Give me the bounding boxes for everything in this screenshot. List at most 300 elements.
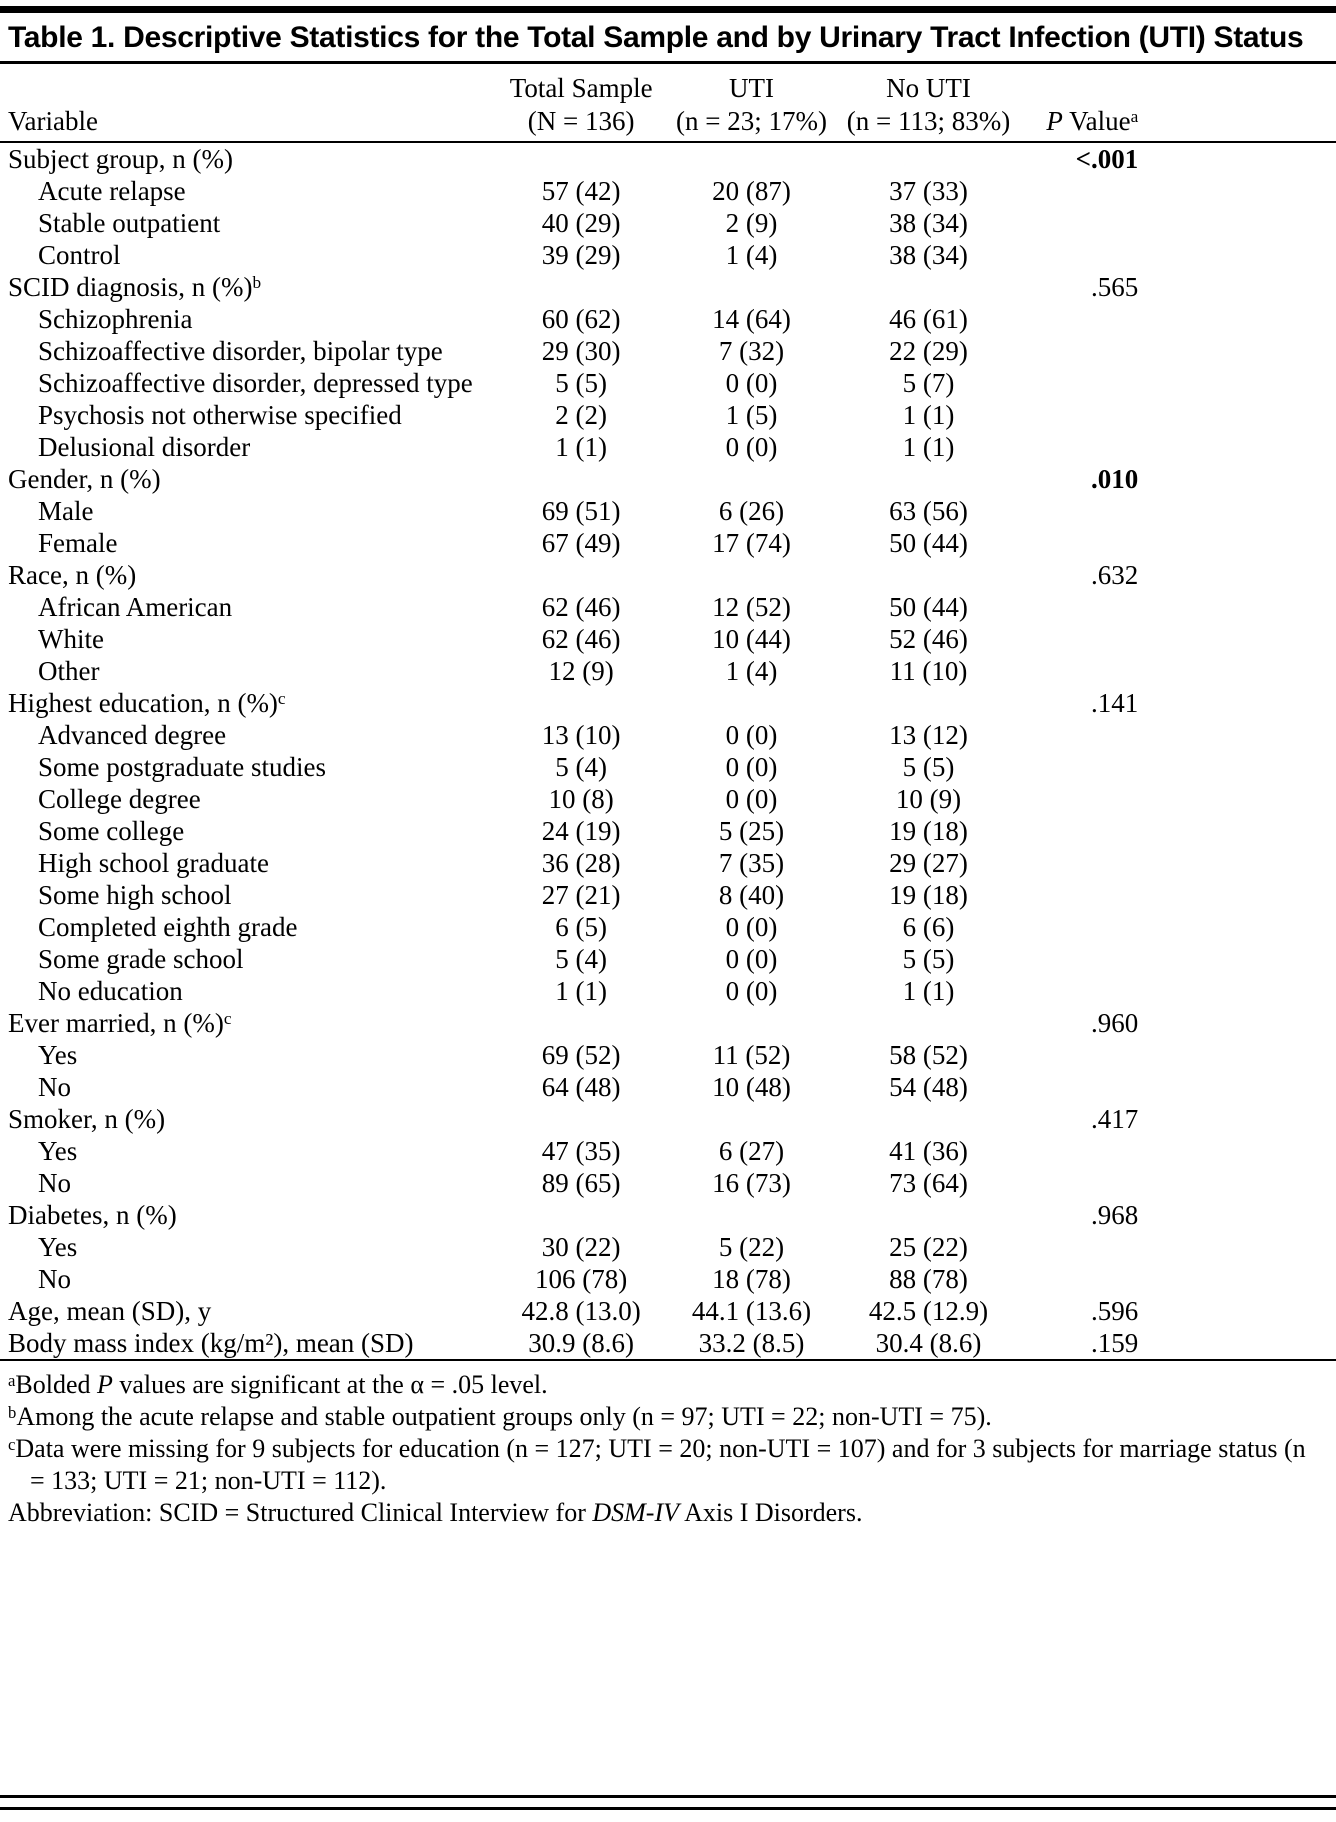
- cell-uti: 12 (52): [712, 592, 791, 622]
- table-row-category: [0, 1295, 1336, 1327]
- spacer-cell: [1142, 783, 1336, 815]
- cell-total-sample: [494, 463, 668, 495]
- table-footnotes: [0, 1361, 1336, 1529]
- table-row-item: [0, 623, 1336, 655]
- footnote-text: Among the acute relapse and stable outpatient groups only (n = 97; UTI = 22; non-UTI = 75).: [16, 1402, 992, 1431]
- cell-total-sample: 30.9 (8.6): [494, 1327, 668, 1360]
- spacer-cell: [1142, 1327, 1336, 1360]
- cell-uti: 10 (48): [712, 1072, 791, 1102]
- spacer-cell: [1142, 975, 1336, 1007]
- cell-uti: 0 (0): [725, 784, 778, 814]
- cell-no-uti: 1 (1): [902, 400, 955, 430]
- spacer-cell: [1142, 1295, 1336, 1327]
- table-row-item: [0, 239, 1336, 271]
- cell-no-uti: 29 (27): [889, 848, 968, 878]
- cell-total-sample: 36 (28): [541, 848, 621, 878]
- spacer-cell: [1142, 687, 1336, 719]
- table-row-item: [0, 719, 1336, 751]
- table-row-item: [0, 911, 1336, 943]
- table-row-item: [0, 943, 1336, 975]
- table-row-category: [0, 1327, 1336, 1360]
- cell-p-value: [1022, 1039, 1142, 1071]
- cell-no-uti: 37 (33): [889, 176, 968, 206]
- cell-p-value: [1022, 303, 1142, 335]
- cell-uti: 18 (78): [712, 1264, 791, 1294]
- cell-p-value: .159: [1022, 1327, 1142, 1360]
- row-label: No: [38, 1072, 71, 1102]
- table-body: [0, 142, 1336, 1360]
- cell-no-uti: [835, 142, 1022, 175]
- spacer-cell: [1142, 431, 1336, 463]
- row-label: College degree: [38, 784, 201, 814]
- table-row-item: [0, 751, 1336, 783]
- cell-p-value: [1022, 847, 1142, 879]
- bottom-rule-lower: [0, 1807, 1336, 1810]
- cell-p-value: .596: [1091, 1296, 1139, 1326]
- cell-p-value: [1022, 1231, 1142, 1263]
- cell-no-uti: [835, 271, 1022, 303]
- cell-total-sample: 1 (1): [555, 432, 608, 462]
- cell-p-value: .141: [1091, 688, 1139, 718]
- table-row-category: [0, 687, 1336, 719]
- cell-p-value: [1022, 591, 1142, 623]
- cell-no-uti: 19 (18): [889, 816, 968, 846]
- cell-no-uti: 73 (64): [889, 1168, 968, 1198]
- spacer-cell: [1142, 1039, 1336, 1071]
- cell-total-sample: [494, 142, 668, 175]
- cell-uti: [668, 142, 835, 175]
- cell-no-uti: 46 (61): [889, 304, 968, 334]
- table-row-category: [0, 271, 1336, 303]
- cell-total-sample: 106 (78): [535, 1264, 628, 1294]
- row-label: Schizophrenia: [38, 304, 193, 334]
- table-row-item: [0, 1167, 1336, 1199]
- cell-p-value: [1022, 815, 1142, 847]
- table-row-item: [0, 847, 1336, 879]
- row-label: No: [38, 1264, 71, 1294]
- header-line-1: No UTI: [886, 73, 971, 103]
- cell-uti: 0 (0): [725, 720, 778, 750]
- spacer-cell: [1142, 463, 1336, 495]
- spacer-cell: [1142, 847, 1336, 879]
- row-label: Stable outpatient: [38, 208, 221, 238]
- cell-uti: [668, 1199, 835, 1231]
- cell-uti: 2 (9): [725, 208, 778, 238]
- cell-p-value: [1022, 943, 1142, 975]
- cell-no-uti: [835, 463, 1022, 495]
- cell-no-uti: [835, 1199, 1022, 1231]
- row-label: Acute relapse: [38, 176, 186, 206]
- cell-total-sample: 1 (1): [555, 976, 608, 1006]
- table-row-item: [0, 1135, 1336, 1167]
- cell-uti: [668, 687, 835, 719]
- cell-uti: 1 (4): [725, 240, 778, 270]
- cell-total-sample: 67 (49): [541, 528, 621, 558]
- cell-no-uti: 6 (6): [902, 912, 955, 942]
- footnote-text: Bolded: [15, 1370, 97, 1399]
- cell-no-uti: 5 (7): [902, 368, 955, 398]
- cell-total-sample: [494, 559, 668, 591]
- cell-total-sample: 57 (42): [541, 176, 621, 206]
- cell-no-uti: 38 (34): [889, 208, 968, 238]
- cell-total-sample: 39 (29): [541, 240, 621, 270]
- row-label: Other: [38, 656, 100, 686]
- cell-p-value: [1022, 527, 1142, 559]
- cell-uti: 5 (25): [718, 816, 785, 846]
- cell-uti: [668, 1007, 835, 1039]
- header-line-1: Total Sample: [509, 73, 653, 103]
- cell-p-value: [1022, 623, 1142, 655]
- row-label: Control: [38, 240, 121, 270]
- footnote-marker-b: b: [8, 1402, 17, 1422]
- cell-p-value: [1022, 399, 1142, 431]
- cell-p-value: .565: [1091, 272, 1139, 302]
- table-row-item: [0, 399, 1336, 431]
- spacer-cell: [1142, 751, 1336, 783]
- spacer-cell: [1142, 943, 1336, 975]
- table-row-category: [0, 1199, 1336, 1231]
- table-row-category: [0, 1103, 1336, 1135]
- row-label: Completed eighth grade: [38, 912, 298, 942]
- header-line-2: (n = 23; 17%): [676, 106, 827, 136]
- footnote-b: [8, 1401, 1326, 1433]
- cell-p-value: .010: [1091, 464, 1139, 494]
- cell-no-uti: [835, 687, 1022, 719]
- cell-no-uti: [835, 1103, 1022, 1135]
- spacer-cell: [1142, 1135, 1336, 1167]
- header-row: [0, 64, 1336, 142]
- cell-p-value: .417: [1091, 1104, 1139, 1134]
- cell-uti: 0 (0): [725, 912, 778, 942]
- cell-total-sample: 12 (9): [548, 656, 614, 686]
- cell-p-value: [1022, 1263, 1142, 1295]
- cell-total-sample: 5 (4): [555, 944, 608, 974]
- cell-uti: 0 (0): [725, 432, 778, 462]
- cell-uti: 0 (0): [725, 752, 778, 782]
- table-row-item: [0, 367, 1336, 399]
- table-row-item: [0, 303, 1336, 335]
- spacer-cell: [1142, 911, 1336, 943]
- row-label: Ever married, n (%)$^c$: [8, 1008, 232, 1038]
- cell-p-value: [1022, 431, 1142, 463]
- cell-uti: 5 (22): [718, 1232, 785, 1262]
- cell-p-value: <.001: [1075, 144, 1139, 174]
- row-label: No education: [38, 976, 183, 1006]
- cell-uti: [668, 1103, 835, 1135]
- cell-p-value: [1022, 783, 1142, 815]
- row-label: Male: [38, 496, 94, 526]
- cell-no-uti: 13 (12): [889, 720, 968, 750]
- cell-total-sample: [494, 1199, 668, 1231]
- cell-no-uti: 5 (5): [902, 752, 955, 782]
- row-label: Some grade school: [38, 944, 244, 974]
- footnote-text: Data were missing for 9 subjects for education (n = 127; UTI = 20; non-UTI = 107) and for 3 subjects for marriage status (n = 133; UTI = 21; non-UTI = 112).: [15, 1434, 1306, 1495]
- cell-total-sample: 47 (35): [541, 1136, 621, 1166]
- header-line-1: UTI: [728, 73, 774, 103]
- spacer-cell: [1142, 207, 1336, 239]
- cell-uti: 33.2 (8.5): [668, 1327, 835, 1360]
- col-header-variable: Variable: [0, 64, 494, 142]
- cell-uti: 20 (87): [712, 176, 791, 206]
- table-row-item: [0, 431, 1336, 463]
- cell-no-uti: 50 (44): [889, 592, 968, 622]
- spacer-cell: [1142, 527, 1336, 559]
- cell-total-sample: 30 (22): [541, 1232, 621, 1262]
- row-label: Yes: [38, 1040, 78, 1070]
- cell-no-uti: 5 (5): [902, 944, 955, 974]
- descriptive-statistics-table: [0, 64, 1336, 1361]
- spacer-cell: [1142, 239, 1336, 271]
- footnote-text: Abbreviation: SCID = Structured Clinical Interview for: [8, 1498, 593, 1527]
- header-line-2: (N = 136): [527, 106, 635, 136]
- cell-total-sample: 62 (46): [541, 592, 621, 622]
- cell-no-uti: 50 (44): [889, 528, 968, 558]
- cell-uti: 11 (52): [712, 1040, 791, 1070]
- cell-p-value: [1022, 719, 1142, 751]
- footnote-marker-a: a: [8, 1370, 16, 1390]
- cell-no-uti: [835, 1007, 1022, 1039]
- cell-no-uti: 41 (36): [889, 1136, 968, 1166]
- cell-total-sample: 62 (46): [541, 624, 621, 654]
- row-label: Body mass index (kg/m²), mean (SD): [0, 1327, 494, 1360]
- spacer-cell: [1142, 815, 1336, 847]
- cell-uti: 10 (44): [712, 624, 791, 654]
- cell-p-value: [1022, 655, 1142, 687]
- table-row-category: [0, 463, 1336, 495]
- spacer-cell: [1142, 175, 1336, 207]
- row-label: Some college: [38, 816, 185, 846]
- table-row-item: [0, 1231, 1336, 1263]
- cell-p-value: .632: [1091, 560, 1139, 590]
- table-row-item: [0, 1039, 1336, 1071]
- row-label: Diabetes, n (%): [8, 1200, 177, 1230]
- cell-total-sample: 40 (29): [541, 208, 621, 238]
- row-label: Smoker, n (%): [8, 1104, 166, 1134]
- cell-no-uti: 19 (18): [889, 880, 968, 910]
- table-row-item: [0, 527, 1336, 559]
- cell-total-sample: [494, 687, 668, 719]
- cell-total-sample: 10 (8): [548, 784, 614, 814]
- spacer-cell: [1142, 591, 1336, 623]
- col-header-total-sample: [494, 64, 668, 142]
- spacer-cell: [1142, 1007, 1336, 1039]
- spacer-cell: [1142, 1103, 1336, 1135]
- cell-total-sample: 64 (48): [541, 1072, 621, 1102]
- cell-uti: 0 (0): [725, 944, 778, 974]
- cell-p-value: .960: [1091, 1008, 1139, 1038]
- cell-p-value: [1022, 1071, 1142, 1103]
- cell-no-uti: 30.4 (8.6): [835, 1327, 1022, 1360]
- cell-uti: [668, 271, 835, 303]
- table-row-item: [0, 1071, 1336, 1103]
- cell-total-sample: 6 (5): [555, 912, 608, 942]
- table-row-item: [0, 335, 1336, 367]
- col-header-no-uti: [835, 64, 1022, 142]
- cell-p-value: [1022, 1135, 1142, 1167]
- p-value-label: Value: [1062, 106, 1131, 136]
- spacer-cell: [1142, 335, 1336, 367]
- header-spacer-cell: [1142, 64, 1336, 142]
- spacer-cell: [1142, 1167, 1336, 1199]
- cell-p-value: [1022, 911, 1142, 943]
- spacer-cell: [1142, 399, 1336, 431]
- cell-no-uti: 1 (1): [902, 432, 955, 462]
- col-header-p-value: [1022, 64, 1142, 142]
- table-row-item: [0, 975, 1336, 1007]
- row-label: Gender, n (%): [8, 464, 161, 494]
- footnote-marker-c: c: [223, 1009, 232, 1029]
- cell-total-sample: 69 (52): [541, 1040, 621, 1070]
- footnote-marker-b: b: [252, 273, 262, 293]
- cell-no-uti: 38 (34): [889, 240, 968, 270]
- row-label: Subject group, n (%): [8, 144, 233, 174]
- row-label: High school graduate: [38, 848, 269, 878]
- spacer-cell: [1142, 879, 1336, 911]
- spacer-cell: [1142, 1071, 1336, 1103]
- cell-no-uti: 10 (9): [895, 784, 962, 814]
- cell-no-uti: [835, 559, 1022, 591]
- spacer-cell: [1142, 1263, 1336, 1295]
- cell-uti: 1 (4): [725, 656, 778, 686]
- cell-uti: [668, 463, 835, 495]
- table-row-category: [0, 142, 1336, 175]
- cell-p-value: [1022, 335, 1142, 367]
- cell-total-sample: 24 (19): [541, 816, 621, 846]
- spacer-cell: [1142, 303, 1336, 335]
- cell-p-value: [1022, 1167, 1142, 1199]
- cell-total-sample: 27 (21): [541, 880, 621, 910]
- row-label: Schizoaffective disorder, depressed type: [38, 368, 473, 398]
- row-label: Some postgraduate studies: [38, 752, 326, 782]
- cell-uti: 8 (40): [718, 880, 785, 910]
- cell-uti: 16 (73): [712, 1168, 791, 1198]
- spacer-cell: [1142, 655, 1336, 687]
- bottom-rule-gap: [0, 1798, 1336, 1807]
- cell-uti: 0 (0): [725, 976, 778, 1006]
- table-bottom-rules: [0, 1795, 1336, 1810]
- row-label: Schizoaffective disorder, bipolar type: [38, 336, 443, 366]
- table-row-item: [0, 815, 1336, 847]
- spacer-cell: [1142, 495, 1336, 527]
- row-label: Race, n (%): [8, 560, 137, 590]
- cell-no-uti: 11 (10): [889, 656, 968, 686]
- row-label: Yes: [38, 1136, 78, 1166]
- spacer-cell: [1142, 559, 1336, 591]
- row-label: Psychosis not otherwise specified: [38, 400, 402, 430]
- cell-total-sample: 69 (51): [541, 496, 621, 526]
- footnote-c: [8, 1433, 1326, 1497]
- cell-no-uti: 63 (56): [889, 496, 968, 526]
- footnote-text: Axis I Disorders.: [679, 1498, 863, 1527]
- spacer-cell: [1142, 367, 1336, 399]
- row-label: No: [38, 1168, 71, 1198]
- cell-p-value: [1022, 879, 1142, 911]
- row-label: African American: [38, 592, 233, 622]
- spacer-cell: [1142, 719, 1336, 751]
- cell-total-sample: 5 (5): [555, 368, 608, 398]
- row-label: Yes: [38, 1232, 78, 1262]
- footnote-text: P: [97, 1370, 113, 1399]
- cell-no-uti: 88 (78): [889, 1264, 968, 1294]
- table-row-item: [0, 175, 1336, 207]
- table-row-item: [0, 495, 1336, 527]
- cell-total-sample: [494, 271, 668, 303]
- cell-total-sample: [494, 1103, 668, 1135]
- table-header: [0, 64, 1336, 142]
- cell-total-sample: [494, 1007, 668, 1039]
- cell-p-value: [1022, 175, 1142, 207]
- cell-uti: 6 (26): [718, 496, 785, 526]
- cell-total-sample: 13 (10): [541, 720, 621, 750]
- cell-no-uti: 58 (52): [889, 1040, 968, 1070]
- row-label: Delusional disorder: [38, 432, 251, 462]
- cell-uti: 14 (64): [712, 304, 791, 334]
- table-row-item: [0, 207, 1336, 239]
- table-top-rule: [0, 6, 1336, 13]
- footnote-marker-c: c: [277, 689, 286, 709]
- cell-total-sample: 60 (62): [541, 304, 621, 334]
- cell-p-value: [1022, 751, 1142, 783]
- footnote-text: DSM-IV: [592, 1498, 680, 1527]
- cell-total-sample: 89 (65): [541, 1168, 621, 1198]
- cell-uti: [668, 559, 835, 591]
- col-header-uti: [668, 64, 835, 142]
- spacer-cell: [1142, 1199, 1336, 1231]
- table-row-item: [0, 783, 1336, 815]
- cell-p-value: [1022, 975, 1142, 1007]
- cell-uti: 6 (27): [718, 1136, 785, 1166]
- cell-p-value: [1022, 207, 1142, 239]
- table-row-item: [0, 1263, 1336, 1295]
- cell-uti: 17 (74): [712, 528, 791, 558]
- spacer-cell: [1142, 142, 1336, 175]
- cell-uti: 44.1 (13.6): [691, 1296, 812, 1326]
- row-label: SCID diagnosis, n (%)$^b$: [8, 272, 262, 302]
- footnote-text: values are significant at the α = .05 level.: [112, 1370, 548, 1399]
- footnote-a: [8, 1369, 1326, 1401]
- cell-total-sample: 2 (2): [555, 400, 608, 430]
- cell-no-uti: 25 (22): [889, 1232, 968, 1262]
- table-row-category: [0, 559, 1336, 591]
- table-row-item: [0, 655, 1336, 687]
- cell-p-value: [1022, 367, 1142, 399]
- cell-no-uti: 52 (46): [889, 624, 968, 654]
- table-row-category: [0, 1007, 1336, 1039]
- spacer-cell: [1142, 271, 1336, 303]
- table-row-item: [0, 591, 1336, 623]
- cell-p-value: [1022, 495, 1142, 527]
- row-label: Advanced degree: [38, 720, 227, 750]
- cell-total-sample: 29 (30): [541, 336, 621, 366]
- cell-no-uti: 42.5 (12.9): [868, 1296, 989, 1326]
- cell-p-value: [1022, 239, 1142, 271]
- row-label: Age, mean (SD), y: [8, 1296, 212, 1326]
- spacer-cell: [1142, 1231, 1336, 1263]
- cell-no-uti: 22 (29): [889, 336, 968, 366]
- footnote-abbreviation: [8, 1497, 1326, 1529]
- spacer-cell: [1142, 623, 1336, 655]
- cell-uti: 7 (35): [718, 848, 785, 878]
- cell-no-uti: 1 (1): [902, 976, 955, 1006]
- cell-total-sample: 42.8 (13.0): [521, 1296, 641, 1326]
- footnote-marker-c: c: [8, 1434, 16, 1454]
- cell-uti: 1 (5): [725, 400, 778, 430]
- cell-uti: 0 (0): [725, 368, 778, 398]
- footnote-marker-a: a: [1130, 107, 1139, 127]
- table-title: Table 1. Descriptive Statistics for the Total Sample and by Urinary Tract Infection (UTI) Status: [8, 21, 1304, 54]
- cell-total-sample: 5 (4): [555, 752, 608, 782]
- row-label: White: [38, 624, 104, 654]
